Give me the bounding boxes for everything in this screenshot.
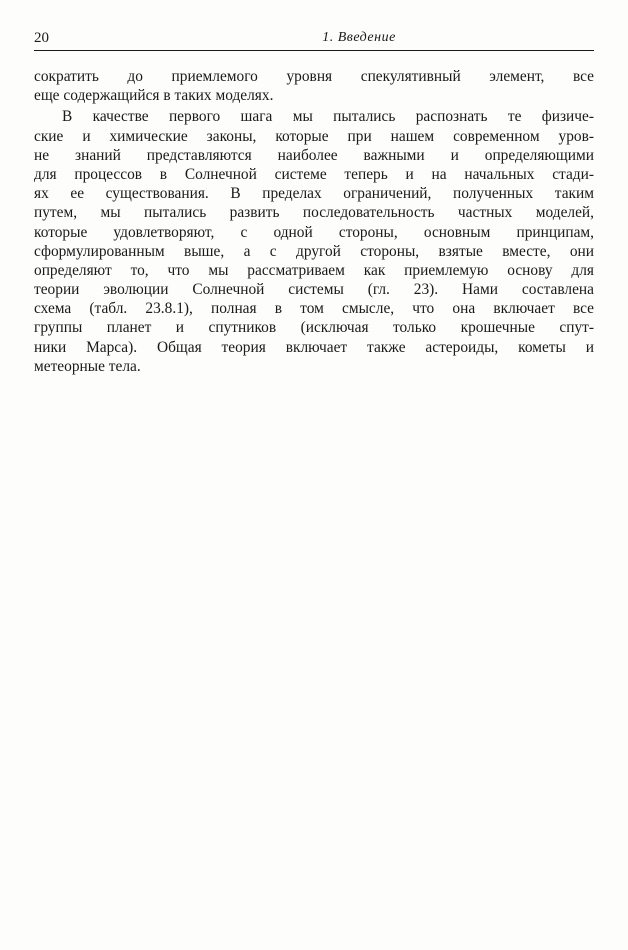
text-line: путем, мы пытались развить последовательность частных моделей, bbox=[34, 204, 594, 222]
text-line: метеорные тела. bbox=[34, 357, 141, 375]
paragraph-1 bbox=[34, 67, 594, 105]
text-line: ники Марса). Общая теория включает также астероиды, кометы и bbox=[34, 338, 594, 356]
text-line: В качестве первого шага мы пытались распознать те физиче- bbox=[62, 108, 594, 126]
text-line: ях ее существования. В пределах ограничений, полученных таким bbox=[34, 185, 594, 203]
text-line: не знаний представляются наиболее важными и определяющими bbox=[34, 146, 594, 164]
text-line: которые удовлетворяют, с одной стороны, основным принципам, bbox=[34, 223, 594, 241]
text-line: ские и химические законы, которые при нашем современном уров- bbox=[34, 127, 594, 145]
text-line: сформулированным выше, а с другой стороны, взятые вместе, они bbox=[34, 242, 594, 260]
text-line: теории эволюции Солнечной системы (гл. 23). Нами составлена bbox=[34, 281, 594, 299]
page-number: 20 bbox=[34, 30, 49, 46]
text-line: для процессов в Солнечной системе теперь и на начальных стади- bbox=[34, 165, 594, 183]
body-text bbox=[34, 67, 594, 376]
text-line: еще содержащийся в таких моделях. bbox=[34, 87, 274, 105]
text-line: определяют то, что мы рассматриваем как приемлемую основу для bbox=[34, 261, 594, 279]
paragraph-2 bbox=[34, 107, 594, 376]
running-head bbox=[34, 28, 594, 51]
chapter-title: 1. Введение bbox=[322, 30, 396, 45]
text-line: сократить до приемлемого уровня спекулятивный элемент, все bbox=[34, 68, 594, 85]
text-line: схема (табл. 23.8.1), полная в том смысле, что она включает все bbox=[34, 300, 594, 318]
text-line: группы планет и спутников (исключая только крошечные спут- bbox=[34, 319, 594, 337]
